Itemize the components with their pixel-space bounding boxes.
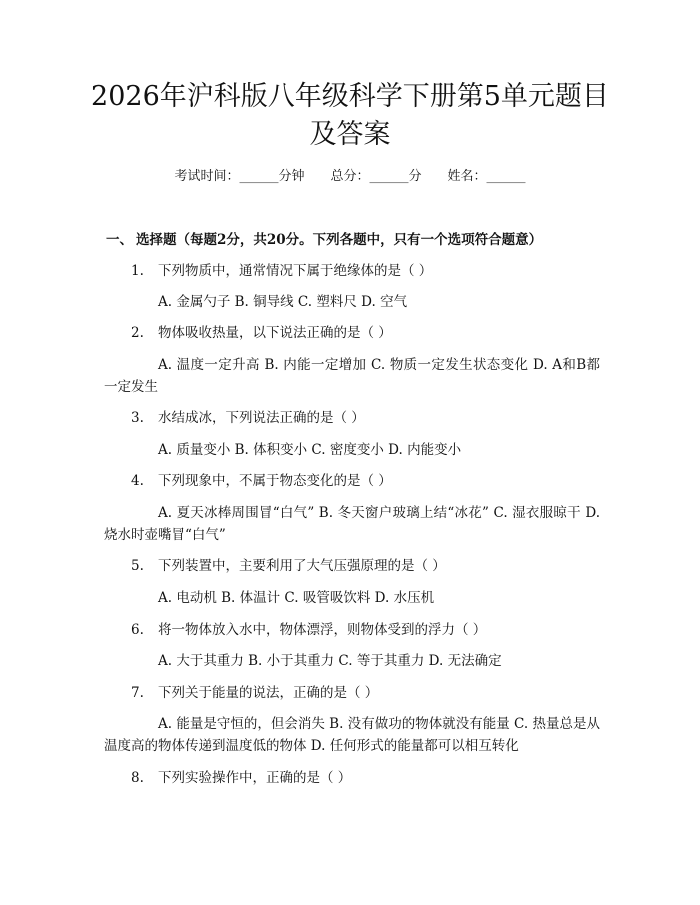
question-6 <box>131 619 486 641</box>
question-1-options: A. 金属勺子 B. 铜导线 C. 塑料尺 D. 空气 <box>158 294 408 310</box>
question-text: 水结成冰，下列说法正确的是（ ） <box>158 410 365 426</box>
question-text: 下列物质中，通常情况下属于绝缘体的是（ ） <box>158 263 433 279</box>
question-number: 2. <box>131 325 144 341</box>
question-3-options: A. 质量变小 B. 体积变小 C. 密度变小 D. 内能变小 <box>158 442 462 458</box>
section-number: 一、 <box>106 232 133 248</box>
question-number: 8. <box>131 770 144 786</box>
page-title <box>60 78 640 154</box>
question-8 <box>131 767 351 789</box>
question-number: 1. <box>131 263 144 279</box>
question-number: 4. <box>131 473 144 489</box>
exam-time-field: 考试时间：______分钟 <box>174 169 305 184</box>
total-score-field: 总分：______分 <box>330 169 422 184</box>
title-line-1: 2026年沪科版八年级科学下册第5单元题目 <box>91 81 609 112</box>
question-text: 下列关于能量的说法，正确的是（ ） <box>158 685 379 701</box>
question-2 <box>131 322 392 344</box>
question-7-options: A. 能量是守恒的，但会消失 B. 没有做功的物体就没有能量 C. 热量总是从温度高的物体传递到温度低的物体 D. 任何形式的能量都可以相互转化 <box>104 716 600 754</box>
question-5-options: A. 电动机 B. 体温计 C. 吸管吸饮料 D. 水压机 <box>158 590 435 606</box>
question-text: 将一物体放入水中，物体漂浮，则物体受到的浮力（ ） <box>158 622 487 638</box>
question-1 <box>131 260 432 282</box>
question-6-options: A. 大于其重力 B. 小于其重力 C. 等于其重力 D. 无法确定 <box>158 653 502 669</box>
exam-info <box>0 166 700 188</box>
section-heading <box>106 229 542 251</box>
question-text: 下列现象中，不属于物态变化的是（ ） <box>158 473 392 489</box>
question-5 <box>131 555 446 577</box>
question-text: 物体吸收热量，以下说法正确的是（ ） <box>158 325 392 341</box>
question-text: 下列实验操作中，正确的是（ ） <box>158 770 352 786</box>
question-number: 7. <box>131 685 144 701</box>
question-4-options: A. 夏天冰棒周围冒“白气” B. 冬天窗户玻璃上结“冰花” C. 湿衣服晾干 D. 烧水时壶嘴冒“白气” <box>104 505 600 543</box>
question-number: 6. <box>131 622 144 638</box>
question-number: 3. <box>131 410 144 426</box>
question-2-options: A. 温度一定升高 B. 内能一定增加 C. 物质一定发生状态变化 D. A和B都一定发生 <box>104 357 600 395</box>
question-3 <box>131 407 365 429</box>
question-number: 5. <box>131 558 144 574</box>
question-4 <box>131 470 392 492</box>
title-line-2: 及答案 <box>309 119 391 150</box>
question-7 <box>131 682 378 704</box>
section-text: 选择题（每题2分，共20分。下列各题中，只有一个选项符合题意） <box>136 232 543 248</box>
student-name-field: 姓名：______ <box>447 169 526 184</box>
question-text: 下列装置中，主要利用了大气压强原理的是（ ） <box>158 558 446 574</box>
